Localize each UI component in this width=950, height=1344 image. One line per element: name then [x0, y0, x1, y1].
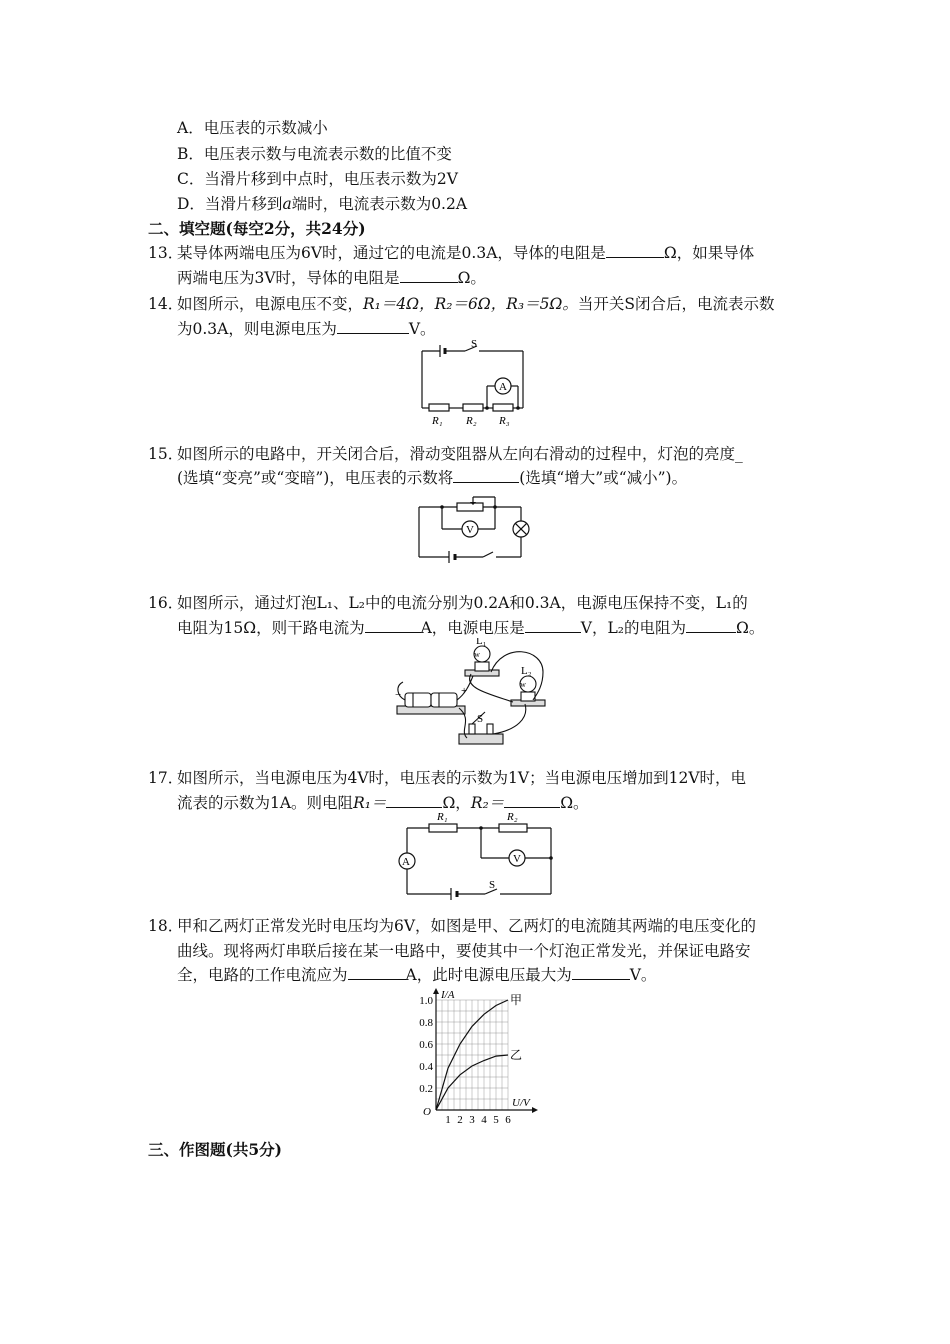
q15-blank-1[interactable] [453, 468, 519, 483]
q15-number: 15． [148, 445, 184, 463]
junction-dot [479, 826, 483, 830]
y-tick-label: 0.6 [419, 1039, 433, 1051]
q14-line2: 为0.3A，则电源电压为 V。 [177, 320, 436, 338]
switch-label: S [471, 338, 478, 350]
x-tick-label: 3 [469, 1114, 475, 1126]
y-tick-label: 0.8 [419, 1017, 433, 1029]
q16-blank-2[interactable] [525, 618, 581, 633]
option-a: A．电压表的示数减小 [177, 119, 328, 137]
q17-circuit-figure [393, 808, 558, 900]
q16-line2: 电阻为15Ω，则干路电流为 A，电源电压是 V，L₂的电阻为 Ω。 [177, 619, 765, 637]
y-axis-arrow-icon [433, 988, 439, 994]
lamp-w-icon: w [520, 680, 526, 689]
q18-line1: 甲和乙两灯正常发光时电压均为6V，如图是甲、乙两灯的电流随其两端的电压变化的 [177, 917, 757, 935]
q16-physical-circuit-figure [393, 638, 553, 756]
origin-label: O [423, 1106, 431, 1118]
x-tick-label: 6 [505, 1114, 511, 1126]
q15-line2: (选填“变亮”或“变暗”)，电压表的示数将 (选填“增大”或“减小”)。 [177, 469, 688, 487]
x-tick-label: 2 [457, 1114, 463, 1126]
y-tick-label: 1.0 [419, 995, 433, 1007]
battery-plus-label: + [461, 685, 468, 697]
x-tick-label: 4 [481, 1114, 487, 1126]
q16-blank-3[interactable] [686, 618, 736, 633]
l1-label: L₁ [476, 638, 487, 647]
x-tick-label: 1 [445, 1114, 451, 1126]
series-label-甲: 甲 [510, 993, 523, 1007]
y-tick-label: 0.4 [419, 1061, 433, 1073]
x-axis-label: U/V [512, 1097, 530, 1109]
junction-dot [549, 856, 553, 860]
q16-line1: 如图所示，通过灯泡L₁、L₂中的电流分别为0.2A和0.3A，电源电压保持不变，L₁的 [177, 594, 748, 612]
l2-label: L₂ [521, 665, 532, 677]
chart-axes [433, 988, 538, 1113]
battery-minus-label: − [395, 689, 402, 701]
q17-blank-1[interactable] [386, 793, 442, 808]
ammeter-label: A [402, 856, 410, 868]
junction-dot [485, 406, 489, 410]
option-b: B．电压表示数与电流表示数的比值不变 [177, 145, 452, 163]
q17-number: 17． [148, 769, 184, 787]
q16-blank-1[interactable] [365, 618, 421, 633]
q13-number: 13． [148, 244, 184, 262]
option-d: D．当滑片移到a端时，电流表示数为0.2A [177, 195, 468, 213]
q17-blank-2[interactable] [504, 793, 560, 808]
q18-number: 18． [148, 917, 184, 935]
q18-blank-1[interactable] [348, 965, 406, 980]
r3-label: R₃ [499, 415, 510, 427]
q18-line2: 曲线。现将两灯串联后接在某一电路中，要使其中一个灯泡正常发光，并保证电路安 [177, 942, 751, 960]
r2-label: R₂ [466, 415, 477, 427]
r2-label: R₂ [507, 811, 518, 823]
q14-circuit-figure [415, 338, 535, 430]
x-axis-arrow-icon [532, 1107, 538, 1113]
q13-blank-2[interactable] [400, 268, 458, 283]
lamp-w-icon: w [474, 650, 480, 659]
switch-label: S [477, 713, 484, 725]
junction-dot [440, 505, 444, 509]
junction-dot [516, 406, 520, 410]
junction-dot [493, 505, 497, 509]
voltmeter-label: V [513, 853, 521, 865]
switch-label: S [489, 879, 496, 891]
ammeter-label: A [499, 381, 507, 393]
q16-number: 16． [148, 594, 184, 612]
y-tick-label: 0.2 [419, 1083, 433, 1095]
q14-number: 14． [148, 295, 184, 313]
r1-label: R₁ [432, 415, 443, 427]
q15-circuit-figure [415, 493, 545, 565]
q18-iu-chart [408, 985, 558, 1127]
voltmeter-label: V [466, 524, 474, 536]
q17-line2: 流表的示数为1A。则电阻R₁＝ Ω，R₂＝ Ω。 [177, 794, 589, 812]
q18-line3: 全，电路的工作电流应为 A，此时电源电压最大为 V。 [177, 966, 657, 984]
q17-line1: 如图所示，当电源电压为4V时，电压表的示数为1V；当电源电压增加到12V时，电 [177, 769, 747, 787]
q13-line2: 两端电压为3V时，导体的电阻是 Ω。 [177, 269, 486, 287]
y-axis-label: I/A [441, 989, 455, 1001]
option-c: C．当滑片移到中点时，电压表示数为2V [177, 170, 458, 188]
r1-label: R₁ [437, 811, 448, 823]
section-3-title: 三、作图题(共5分) [148, 1140, 282, 1159]
chart-grid [436, 1000, 508, 1110]
q18-blank-2[interactable] [572, 965, 630, 980]
series-label-乙: 乙 [510, 1048, 523, 1062]
x-tick-label: 5 [493, 1114, 499, 1126]
q15-line1: 如图所示的电路中，开关闭合后，滑动变阻器从左向右滑动的过程中，灯泡的亮度_ [177, 445, 743, 463]
section-2-title: 二、填空题(每空2分，共24分) [148, 219, 366, 238]
q14-line1: 如图所示，电源电压不变，R₁＝4Ω，R₂＝6Ω，R₃＝5Ω。当开关S闭合后，电流表示数 [177, 295, 775, 313]
q14-blank-1[interactable] [337, 319, 409, 334]
q13-line1: 某导体两端电压为6V时，通过它的电流是0.3A，导体的电阻是 Ω，如果导体 [177, 244, 755, 262]
q13-blank-1[interactable] [606, 243, 664, 258]
